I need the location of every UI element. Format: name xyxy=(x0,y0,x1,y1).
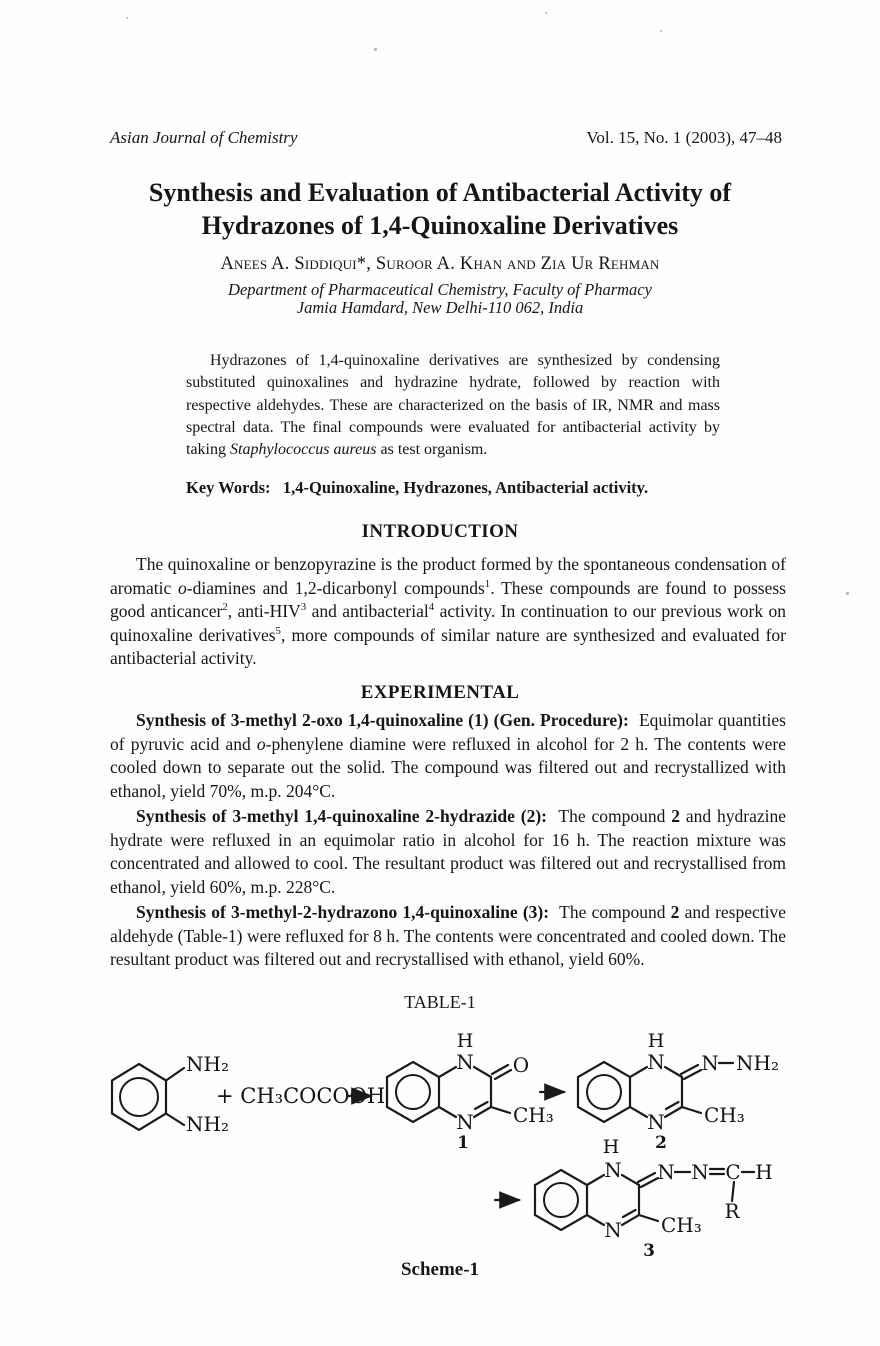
c3-h-label: H xyxy=(602,1136,620,1158)
diamine-nh2-top-label: NH₂ xyxy=(186,1052,229,1076)
scan-speck xyxy=(660,30,662,32)
c3-n-top-label: N xyxy=(604,1158,622,1182)
c2-n-bottom-label: N xyxy=(647,1110,665,1134)
scan-speck xyxy=(846,592,849,595)
experimental-heading: EXPERIMENTAL xyxy=(360,682,520,703)
c2-ch3-label: CH₃ xyxy=(704,1103,745,1127)
scan-speck xyxy=(374,48,377,51)
c3-chain-n2-label: N xyxy=(691,1160,709,1184)
scan-speck xyxy=(545,12,547,14)
paper-title xyxy=(0,176,880,242)
c1-ch3-label: CH₃ xyxy=(513,1103,554,1127)
table-caption: TABLE-1 xyxy=(404,992,476,1012)
aromatic-circle xyxy=(396,1075,430,1109)
c3-chain-c-label: C xyxy=(725,1160,741,1184)
c2-h-label: H xyxy=(647,1030,665,1052)
c1-number-label: 1 xyxy=(457,1133,469,1153)
synthesis-paragraph-2: Synthesis of 3-methyl 1,4-quinoxaline 2-hydrazide (2): The compound 2 and hydrazine hydrate were refluxed in an equimolar ratio in alcohol for 16 h. The reaction mixture was concentrated and allowed to cool. The resultant product was filtered out and recrystallised from ethanol, yield 60%, m.p. 228°C. xyxy=(110,806,786,897)
c1-n-top-label: N xyxy=(456,1050,474,1074)
synthesis-paragraph-1: Synthesis of 3-methyl 2-oxo 1,4-quinoxaline (1) (Gen. Procedure): Equimolar quantities of pyruvic acid and o-phenylene diamine were refluxed in alcohol for 2 h. The contents were cooled down to separate out the solid. The compound was filtered out and recrystallized with ethanol, yield 70%, m.p. 204°C. xyxy=(110,710,786,801)
structure-compound-3 xyxy=(535,1136,773,1260)
c3-r-label: R xyxy=(724,1199,740,1223)
reagent-label: + CH₃COCOOH xyxy=(216,1084,386,1108)
page-header xyxy=(110,128,782,148)
c2-n-exo-label: N xyxy=(701,1051,719,1075)
c2-n-top-label: N xyxy=(647,1050,665,1074)
c1-n-bottom-label: N xyxy=(456,1110,474,1134)
aromatic-circle xyxy=(587,1075,621,1109)
synthesis-paragraph-3: Synthesis of 3-methyl-2-hydrazono 1,4-quinoxaline (3): The compound 2 and respective aldehyde (Table-1) were refluxed for 8 h. The contents were concentrated and cooled down. The resultant product was filtered out and recrystallised with ethanol, yield 60%. xyxy=(110,902,786,969)
aromatic-circle xyxy=(544,1183,578,1217)
introduction-paragraph: The quinoxaline or benzopyrazine is the product formed by the spontaneous condensation of aromatic o-diamines and 1,2-dicarbonyl compounds$^1$. These compounds are found to possess good anticancer$^2$, anti-HIV$^3$ and antibacterial$^4$ activity. In continuation to our previous work on quinoxaline derivatives$^5$, more compounds of similar nature are synthesized and evaluated for antibacterial activity. xyxy=(110,554,786,668)
introduction-heading: INTRODUCTION xyxy=(361,521,519,542)
scheme-caption: Scheme-1 xyxy=(400,1259,480,1280)
abstract-paragraph: Hydrazones of 1,4-quinoxaline derivatives are synthesized by condensing substituted quinoxalines and hydrazine hydrate, followed by reaction with respective aldehydes. These are characterized on the basis of IR, NMR and mass spectral data. The final compounds were evaluated for antibacterial activity by taking Staphylococcus aureus as test organism. xyxy=(186,352,720,459)
c3-chain-h-label: H xyxy=(755,1160,773,1184)
authors-line: Anees A. Siddiqui*, Suroor A. Khan and Zia Ur Rehman xyxy=(220,254,660,274)
c2-number-label: 2 xyxy=(655,1133,667,1153)
title-line-2: Hydrazones of 1,4-Quinoxaline Derivatives xyxy=(201,211,679,240)
keywords-line: Key Words: 1,4-Quinoxaline, Hydrazones, Antibacterial activity. xyxy=(186,478,649,497)
reaction-scheme xyxy=(0,1022,880,1260)
title-line-1: Synthesis and Evaluation of Antibacterial Activity of xyxy=(148,178,732,207)
c3-chain-n1-label: N xyxy=(657,1160,675,1184)
issue-info: Vol. 15, No. 1 (2003), 47–48 xyxy=(586,128,782,147)
c3-n-bottom-label: N xyxy=(604,1218,622,1242)
affiliation-line-1: Department of Pharmaceutical Chemistry, Faculty of Pharmacy xyxy=(228,280,652,299)
c1-o-label: O xyxy=(512,1053,530,1077)
structure-diamine xyxy=(112,1052,229,1136)
structure-compound-2 xyxy=(578,1030,779,1153)
diamine-nh2-bottom-label: NH₂ xyxy=(186,1112,229,1136)
c2-nh2-label: NH₂ xyxy=(736,1051,779,1075)
scan-speck xyxy=(126,17,128,19)
c3-ch3-label: CH₃ xyxy=(661,1213,702,1237)
c3-number-label: 3 xyxy=(643,1241,655,1260)
structure-compound-1 xyxy=(387,1030,554,1153)
aromatic-circle xyxy=(120,1078,158,1116)
affiliation-line-2: Jamia Hamdard, New Delhi-110 062, India xyxy=(296,298,584,317)
c1-h-label: H xyxy=(456,1030,474,1052)
journal-name: Asian Journal of Chemistry xyxy=(110,128,298,147)
